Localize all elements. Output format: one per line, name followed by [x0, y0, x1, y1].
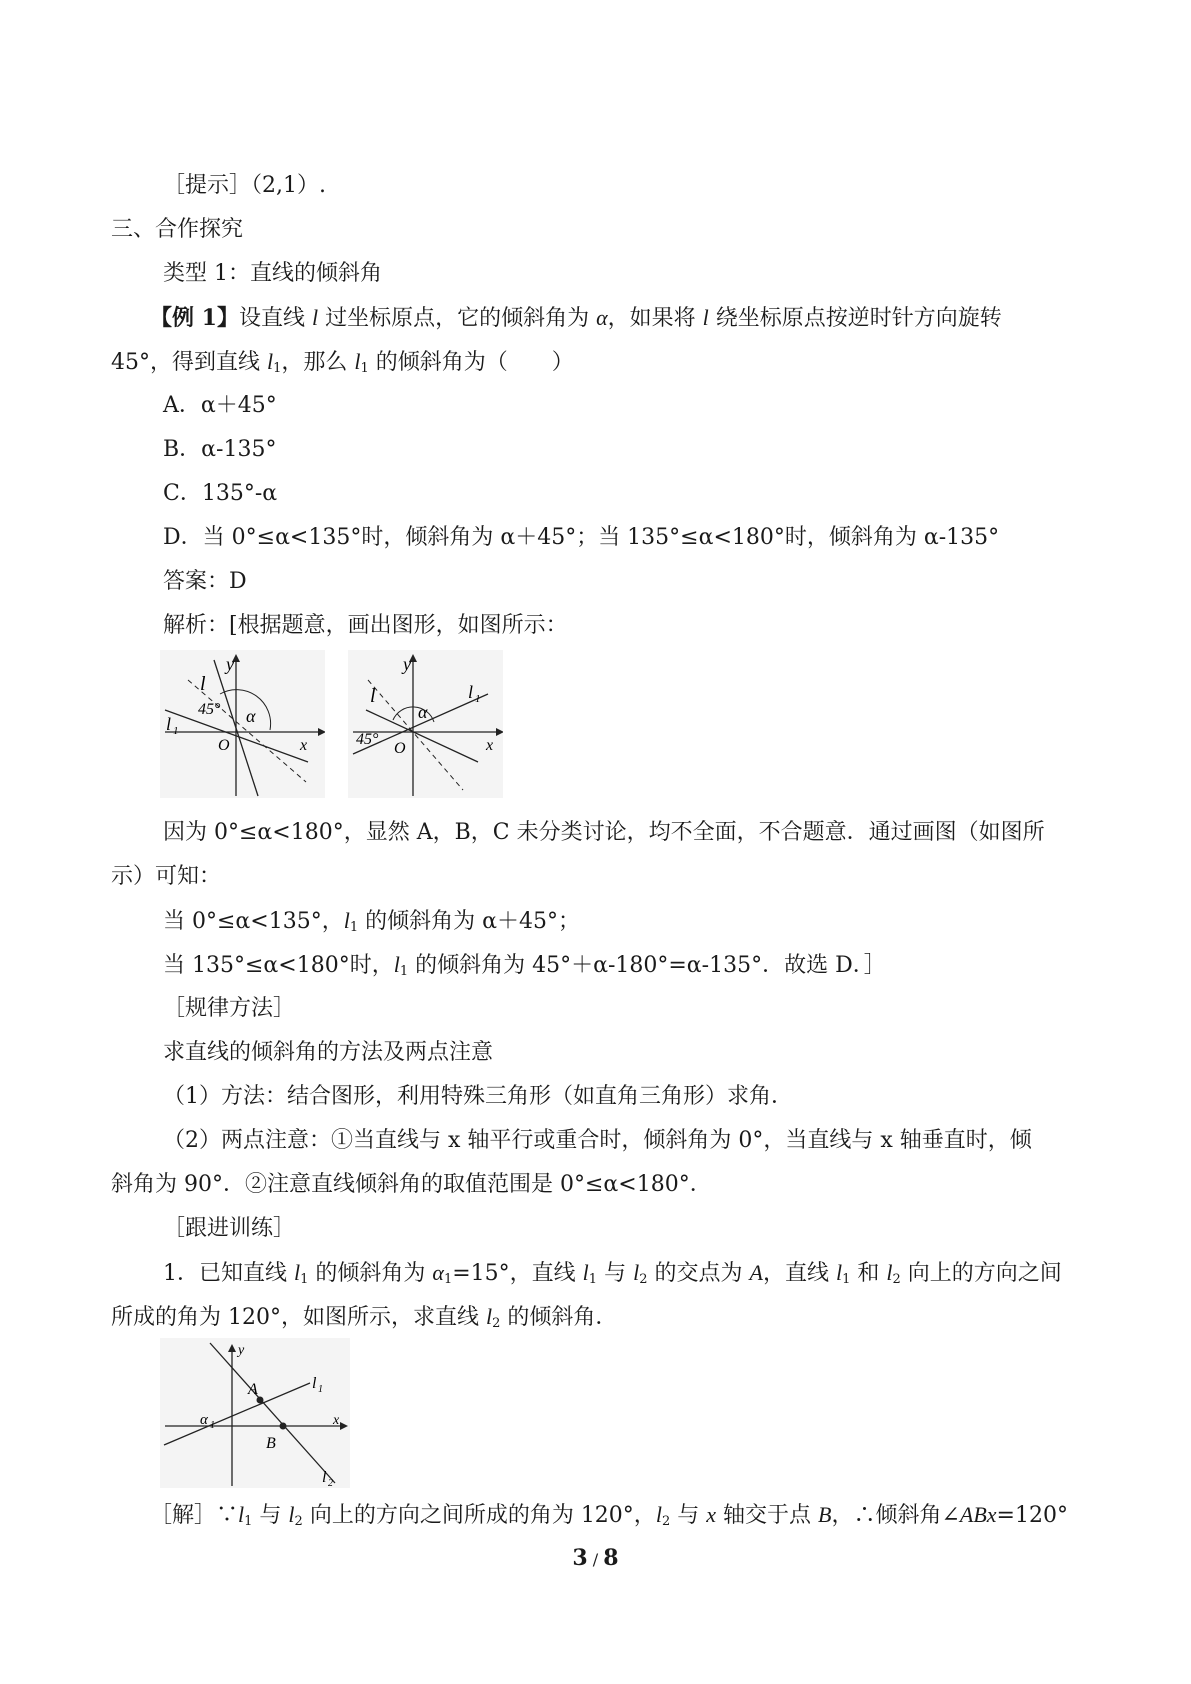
- fig1l-y: y: [226, 654, 234, 674]
- question-1-line-1: 1．已知直线 $l_1$ 的倾斜角为 $\alpha_1=15^\circ$，直线 $l_1$ 与 $l_2$ 的交点为 A，直线 $l_1$ 和 $l_2$ 向上的方向之间: [163, 1260, 1062, 1287]
- case-line-1: 当 0°≤α<135°，$l_1$ 的倾斜角为 α＋45°；: [163, 908, 580, 935]
- solution-line: ［解$]\because l_1$ 与 $l_2$ 向上的方向之间所成的角为 120°，$l_2$ 与 x 轴交于点 B，∴倾斜角∠ABx=120°: [150, 1502, 1068, 1529]
- hint-line: ［提示］（2,1）.: [163, 173, 326, 198]
- fig1l-alpha: α: [246, 706, 256, 726]
- question-1-line-2: 所成的角为 120°，如图所示，求直线 $l_2$ 的倾斜角．: [111, 1304, 618, 1331]
- follow-heading: ［跟进训练］: [163, 1216, 296, 1241]
- fig1r-l1-sub: 1: [475, 693, 481, 705]
- option-b: B．α-135°: [163, 437, 277, 462]
- fig1r-45: 45°: [356, 731, 379, 748]
- fig2-alpha-sub: 1: [210, 1420, 215, 1431]
- example-line-2: 45°，得到直线 $l_1$，那么 $l_1$ 的倾斜角为（ ）: [111, 349, 574, 376]
- case-line-2: 当 135°≤α<180°时，$l_1$ 的倾斜角为 45°＋α-180°=α-135°．故选 D．］: [163, 952, 886, 979]
- because-line-2: 示）可知：: [111, 864, 222, 889]
- rule-1: （1）方法：结合图形，利用特殊三角形（如直角三角形）求角．: [163, 1084, 793, 1109]
- fig1r-x: x: [486, 737, 494, 754]
- fig1l-l1-sub: 1: [173, 725, 179, 737]
- option-c: C．135°-α: [163, 481, 278, 506]
- fig1r-l1: l: [468, 682, 474, 702]
- analysis-line: 解析：[根据题意，画出图形，如图所示：: [163, 613, 568, 638]
- rule-2a: （2）两点注意：①当直线与 x 轴平行或重合时，倾斜角为 0°，当直线与 x 轴垂直时，倾: [163, 1128, 1032, 1153]
- type-heading: 类型 1：直线的倾斜角: [163, 261, 382, 286]
- fig2-l1-sub: 1: [318, 1384, 323, 1395]
- fig1r-alpha: α: [418, 702, 428, 722]
- section-heading: 三、合作探究: [111, 217, 244, 242]
- fig1r-O: O: [394, 740, 406, 757]
- option-a: A．α＋45°: [163, 393, 277, 418]
- fig1l-l1: l: [166, 714, 172, 734]
- fig1r-l: l: [370, 685, 376, 707]
- rule-title: 求直线的倾斜角的方法及两点注意: [163, 1040, 494, 1065]
- fig2-A: A: [248, 1381, 258, 1398]
- fig2-x: x: [333, 1413, 340, 1428]
- fig1l-x: x: [300, 737, 308, 754]
- fig1r-y: y: [403, 654, 411, 674]
- answer-line: 答案：D: [163, 569, 247, 594]
- figure-1-left: [160, 650, 325, 798]
- figure-1-right: [348, 650, 503, 798]
- fig2-B: B: [266, 1435, 276, 1452]
- page-number: 3 / 8: [572, 1545, 619, 1571]
- fig2-l2-sub: 2: [328, 1478, 333, 1488]
- fig1l-O: O: [218, 737, 230, 754]
- rule-2b: 斜角为 90°．②注意直线倾斜角的取值范围是 0°≤α<180°．: [111, 1172, 712, 1197]
- fig1l-45: 45°: [198, 701, 221, 718]
- figure-2: [160, 1338, 350, 1488]
- fig2-y: y: [238, 1343, 245, 1358]
- fig2-l1: l: [312, 1375, 317, 1392]
- because-line-1: 因为 0°≤α<180°，显然 A，B，C 未分类讨论，均不全面，不合题意．通过画图（如图所: [163, 820, 1045, 845]
- rule-heading: ［规律方法］: [163, 996, 296, 1021]
- fig1l-l: l: [200, 673, 206, 695]
- fig2-l2: l: [322, 1469, 327, 1486]
- example-line-1: 【例 1】设直线 l 过坐标原点，它的倾斜角为 α，如果将 l 绕坐标原点按逆时针方向旋转: [150, 305, 1002, 331]
- fig2-alpha: α: [200, 1412, 208, 1428]
- option-d: D．当 0°≤α<135°时，倾斜角为 α＋45°；当 135°≤α<180°时，倾斜角为 α-135°: [163, 525, 1000, 550]
